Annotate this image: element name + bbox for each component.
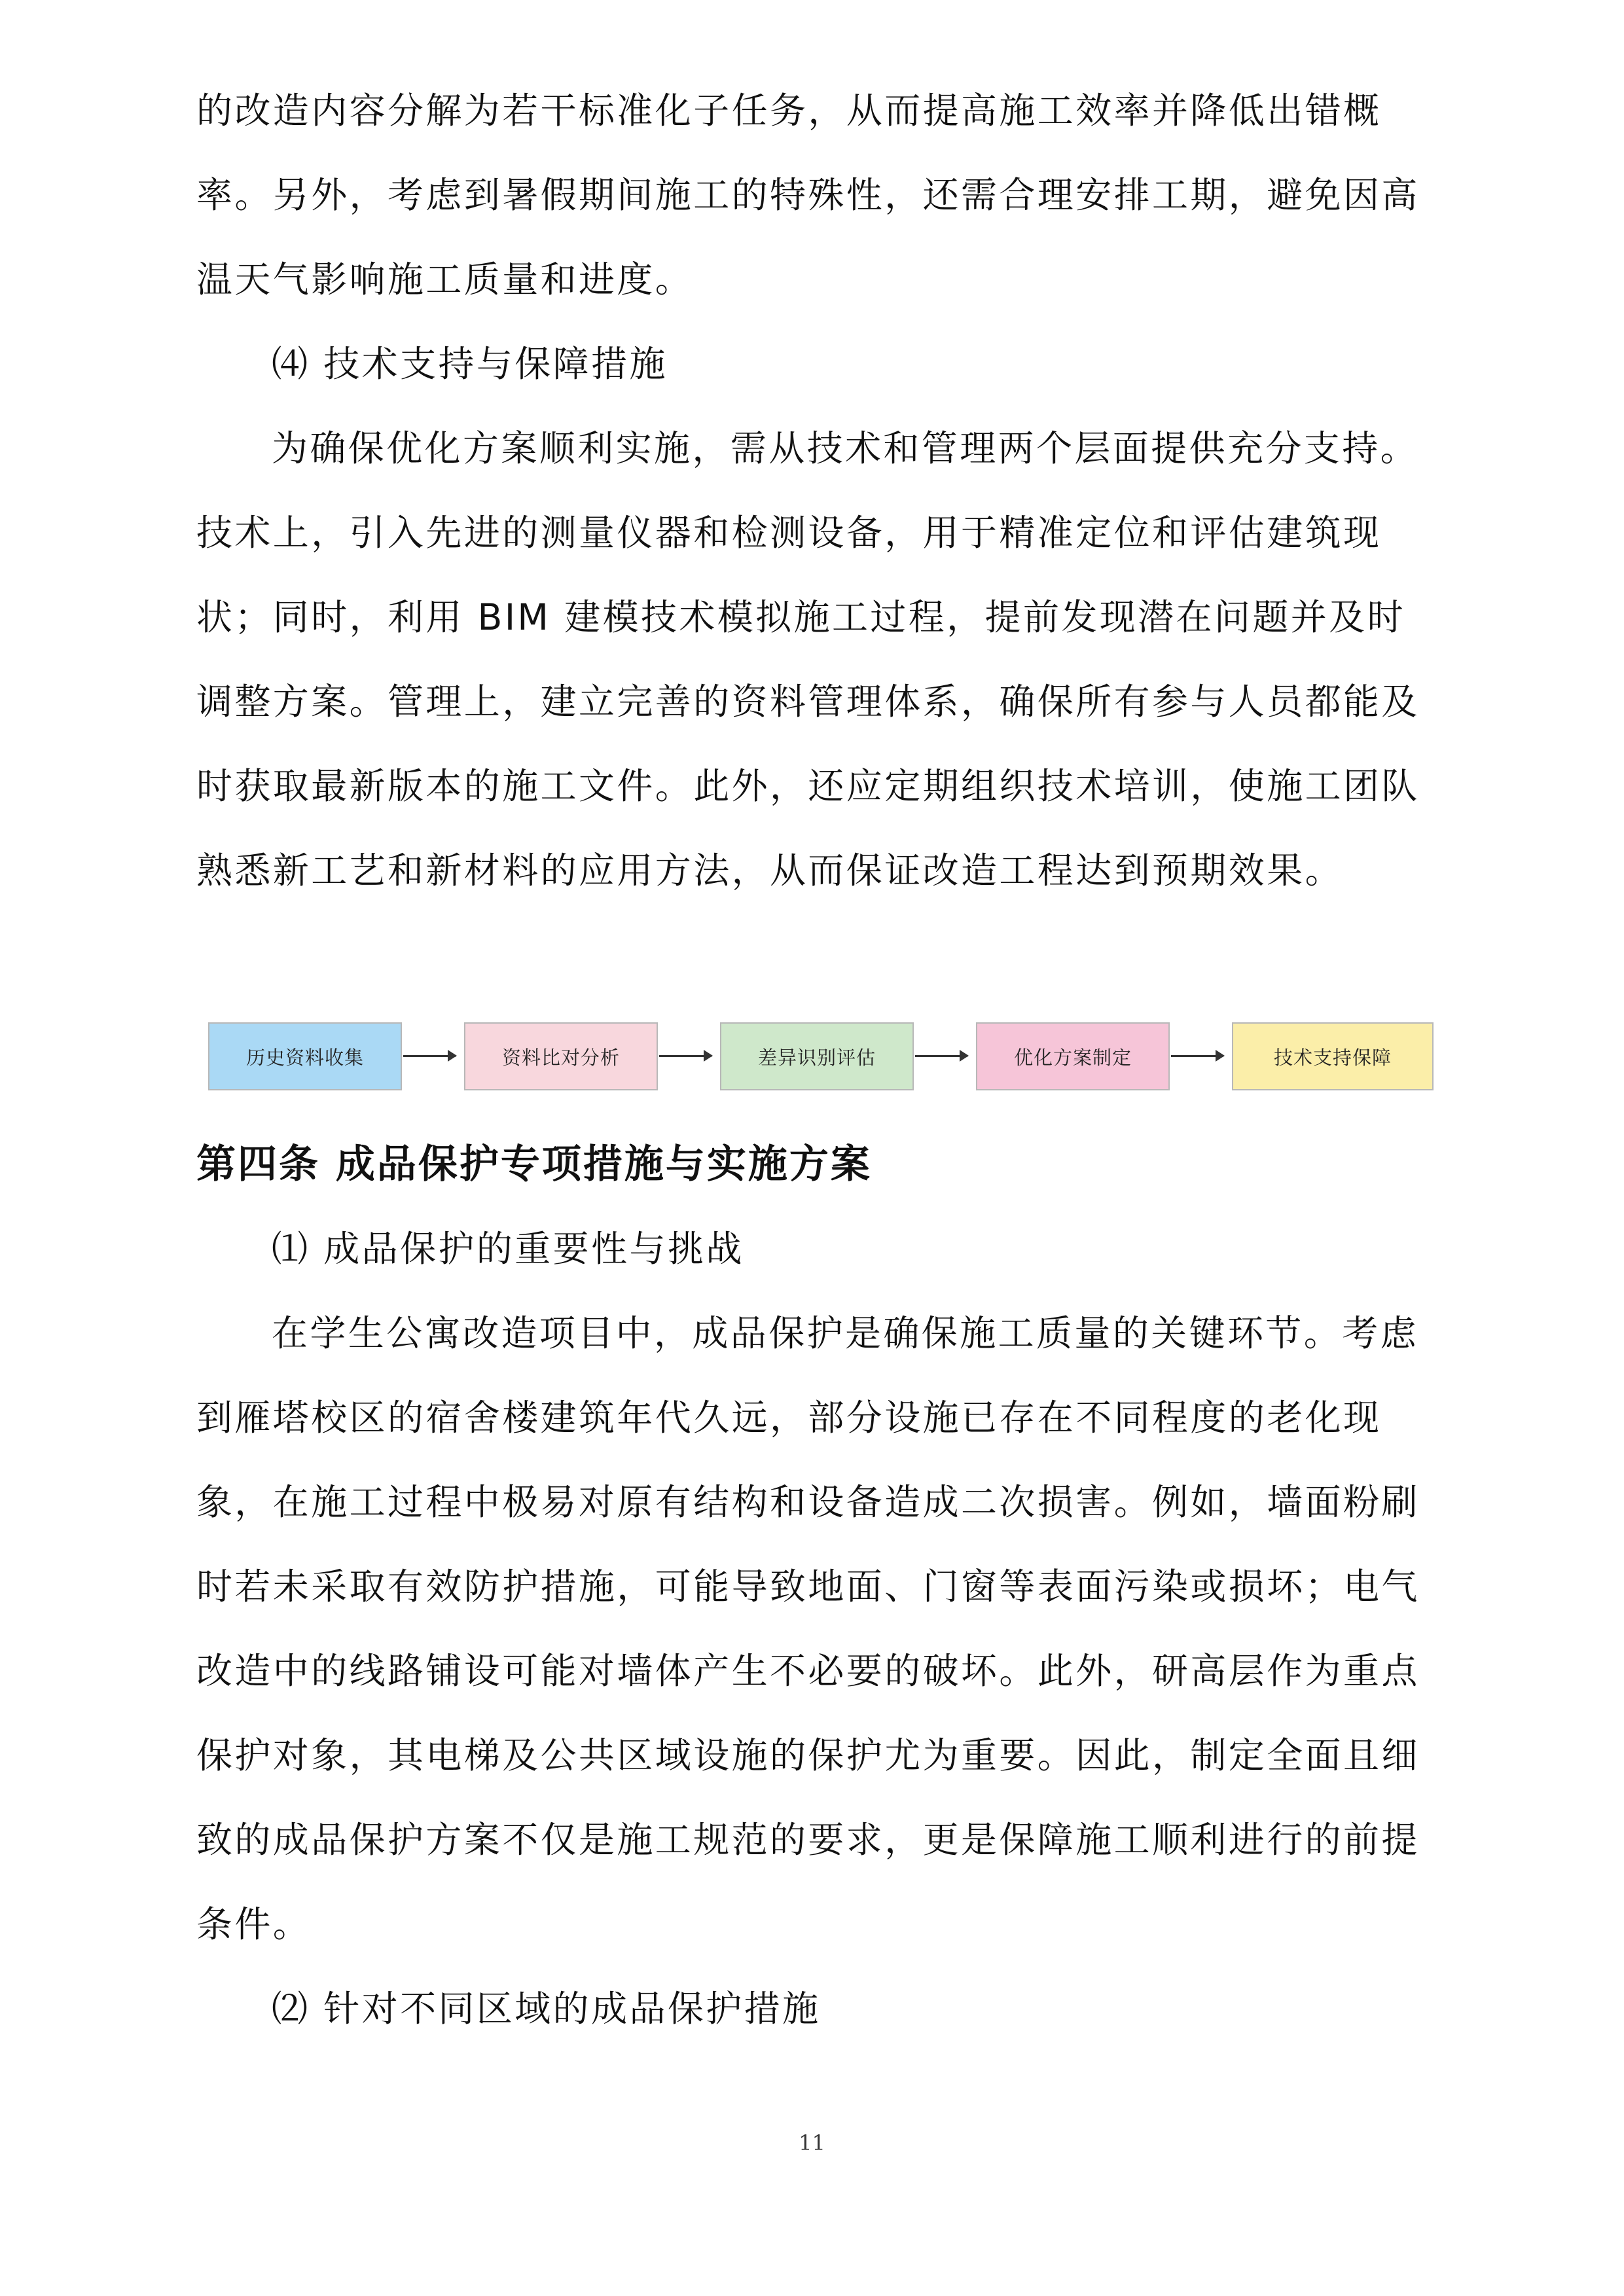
text-line: 象，在施工过程中极易对原有结构和设备造成二次损害。例如，墙面粉刷 bbox=[196, 1481, 1420, 1523]
text-line: 时若未采取有效防护措施，可能导致地面、门窗等表面污染或损坏；电气 bbox=[196, 1566, 1420, 1607]
text-line: 条件。 bbox=[196, 1903, 312, 1945]
flow-step-label: 优化方案制定 bbox=[1013, 1046, 1132, 1069]
flow-step-plan-formulation bbox=[976, 1022, 1170, 1090]
subheading-area-measures: ⑵ 针对不同区域的成品保护措施 bbox=[272, 1988, 821, 2030]
text-line: 致的成品保护方案不仅是施工规范的要求，更是保障施工顺利进行的前提 bbox=[196, 1819, 1420, 1861]
text-line: 改造中的线路铺设可能对墙体产生不必要的破坏。此外，研高层作为重点 bbox=[196, 1650, 1420, 1692]
flow-step-technical-support bbox=[1232, 1022, 1434, 1090]
text-line: 率。另外，考虑到暑假期间施工的特殊性，还需合理安排工期，避免因高 bbox=[196, 174, 1420, 216]
continuation-paragraph bbox=[196, 69, 1427, 913]
text-line: 时获取最新版本的施工文件。此外，还应定期组织技术培训，使施工团队 bbox=[196, 765, 1420, 807]
flow-arrow-icon bbox=[659, 1055, 712, 1057]
text-line: 的改造内容分解为若干标准化子任务，从而提高施工效率并降低出错概 bbox=[196, 90, 1382, 132]
subheading-technical-support: ⑷ 技术支持与保障措施 bbox=[272, 343, 668, 385]
text-line: 在学生公寓改造项目中，成品保护是确保施工质量的关键环节。考虑 bbox=[272, 1312, 1419, 1354]
flow-arrow-icon bbox=[915, 1055, 967, 1057]
flow-step-label: 差异识别评估 bbox=[757, 1046, 876, 1069]
text-line: 技术上，引入先进的测量仪器和检测设备，用于精准定位和评估建筑现 bbox=[196, 512, 1382, 554]
subheading-importance: ⑴ 成品保护的重要性与挑战 bbox=[272, 1228, 744, 1270]
section-four bbox=[196, 1122, 1427, 2051]
text-line: 调整方案。管理上，建立完善的资料管理体系，确保所有参与人员都能及 bbox=[196, 681, 1420, 723]
text-line: 熟悉新工艺和新材料的应用方法，从而保证改造工程达到预期效果。 bbox=[196, 850, 1344, 891]
flow-step-comparison-analysis bbox=[464, 1022, 658, 1090]
process-flowchart bbox=[208, 1022, 1434, 1090]
page-number: 11 bbox=[799, 2130, 825, 2155]
flow-step-label: 资料比对分析 bbox=[501, 1046, 620, 1069]
section-title: 第四条 成品保护专项措施与实施方案 bbox=[196, 1141, 872, 1187]
flow-step-label: 技术支持保障 bbox=[1273, 1046, 1392, 1069]
flow-arrow-icon bbox=[1171, 1055, 1223, 1057]
text-line: 状；同时，利用 BIM 建模技术模拟施工过程，提前发现潜在问题并及时 bbox=[196, 596, 1405, 638]
flow-step-difference-evaluation bbox=[720, 1022, 914, 1090]
flow-step-history-collection bbox=[208, 1022, 402, 1090]
flow-step-label: 历史资料收集 bbox=[245, 1046, 364, 1069]
text-line: 温天气影响施工质量和进度。 bbox=[196, 259, 694, 300]
text-line: 到雁塔校区的宿舍楼建筑年代久远，部分设施已存在不同程度的老化现 bbox=[196, 1397, 1382, 1439]
text-line: 保护对象，其电梯及公共区域设施的保护尤为重要。因此，制定全面且细 bbox=[196, 1734, 1420, 1776]
flow-arrow-icon bbox=[403, 1055, 456, 1057]
text-line: 为确保优化方案顺利实施，需从技术和管理两个层面提供充分支持。 bbox=[272, 427, 1419, 469]
